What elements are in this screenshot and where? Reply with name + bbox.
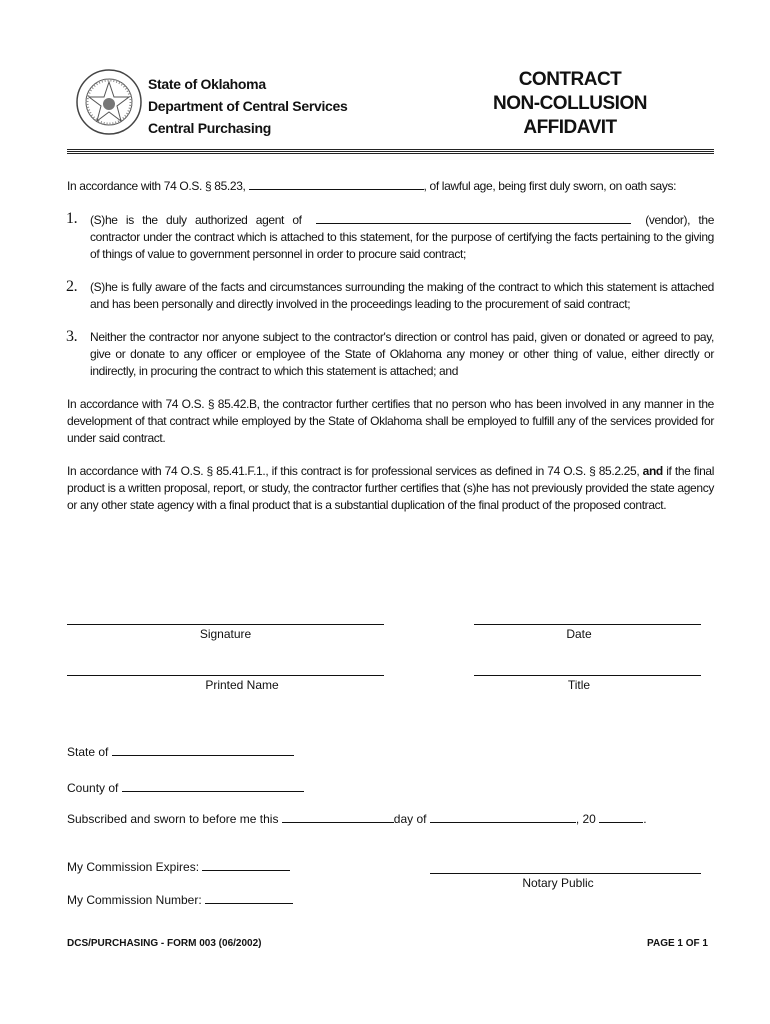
printed-name-label: Printed Name <box>205 678 279 692</box>
year-field[interactable] <box>599 810 643 823</box>
para-text: In accordance with 74 O.S. § 85.41.F.1., if this contract is for professional services as defined in 74 O.S. § 85.2.25, <box>67 464 640 478</box>
item-text: (S)he is the duly authorized agent of <box>90 213 302 227</box>
sworn-row <box>67 810 647 826</box>
expires-label: My Commission Expires: <box>67 860 200 874</box>
commission-number-row <box>67 891 293 907</box>
number-label: My Commission Number: <box>67 893 202 907</box>
county-of-row <box>67 779 304 795</box>
title-line: CONTRACT <box>518 69 622 90</box>
expires-field[interactable] <box>202 858 290 871</box>
state-label: State of <box>67 745 109 759</box>
page-number: PAGE 1 OF 1 <box>647 938 708 949</box>
para-bold: and <box>642 464 663 478</box>
state-of-row <box>67 743 294 759</box>
commission-expires-row <box>67 858 290 874</box>
affidavit-body <box>67 177 714 530</box>
intro-text: In accordance with 74 O.S. § 85.23, <box>67 179 246 193</box>
date-label: Date <box>566 627 592 641</box>
para-text: if the final product is a written proposal, report, or study, the contractor further certifies that (s)he has not previously provided the state agency or any other state agency with a final product that is a substantial duplication of the final product of the proposed contract. <box>67 464 715 512</box>
title-line: NON-COLLUSION <box>493 93 647 114</box>
header-divider <box>67 151 714 152</box>
title-line: AFFIDAVIT <box>523 117 617 138</box>
title-field[interactable] <box>474 675 701 676</box>
item-text: (vendor), the contractor under the contract which is attached to this statement, for the purpose of certifying the facts pertaining to the giving of things of value to government personnel in order to procure said contract; <box>90 213 715 261</box>
day-field[interactable] <box>282 810 394 823</box>
item-number: 2. <box>66 278 78 295</box>
item-text: (S)he is fully aware of the facts and circumstances surrounding the making of the contract to which this statement is attached and has been personally and directly involved in the proceedings leading to the procurement of said contract; <box>90 280 714 311</box>
item-3 <box>67 329 714 380</box>
day-of-label: day of <box>393 812 427 826</box>
form-number: DCS/PURCHASING - FORM 003 (06/2002) <box>67 938 262 949</box>
period: . <box>643 812 647 826</box>
year-label: , 20 <box>575 812 596 826</box>
notary-public-label: Notary Public <box>522 876 594 890</box>
organization-header <box>148 73 348 139</box>
title-label: Title <box>567 678 591 692</box>
document-title <box>470 68 670 140</box>
county-field[interactable] <box>122 779 304 792</box>
county-label: County of <box>67 781 119 795</box>
org-department: Department of Central Services <box>148 98 348 114</box>
intro-text: , of lawful age, being first duly sworn, on oath says: <box>423 179 677 193</box>
sworn-label: Subscribed and sworn to before me this <box>67 812 279 826</box>
header-divider <box>67 149 714 150</box>
item-number: 1. <box>66 210 78 227</box>
certification-paragraph-1: In accordance with 74 O.S. § 85.42.B, the contractor further certifies that no person who has been involved in any manner in the development of that contract while employed by the State of Oklahoma shall be employed to fulfill any of the services provided for under said contract. <box>67 397 714 445</box>
org-division: Central Purchasing <box>148 120 271 136</box>
item-1 <box>67 211 714 263</box>
item-2 <box>67 279 714 313</box>
vendor-name-field[interactable] <box>316 211 631 224</box>
item-number: 3. <box>66 328 78 345</box>
state-seal-icon <box>75 68 143 136</box>
signature-label: Signature <box>199 627 252 641</box>
header-divider <box>67 153 714 154</box>
date-field[interactable] <box>474 624 701 625</box>
state-field[interactable] <box>112 743 294 756</box>
month-field[interactable] <box>430 810 576 823</box>
printed-name-field[interactable] <box>67 675 384 676</box>
org-state: State of Oklahoma <box>148 76 266 92</box>
certification-paragraph-2 <box>67 463 714 514</box>
signature-field[interactable] <box>67 624 384 625</box>
item-text: Neither the contractor nor anyone subject to the contractor's direction or control has paid, given or donated or agreed to pay, give or donate to any officer or employee of the State of Oklahoma any money or other thing of value, either directly or indirectly, in procuring the contract to which this statement is attached; and <box>90 330 714 378</box>
notary-signature-field[interactable] <box>430 873 701 874</box>
intro-paragraph <box>67 177 714 195</box>
affiant-name-field[interactable] <box>249 177 424 190</box>
number-field[interactable] <box>205 891 293 904</box>
